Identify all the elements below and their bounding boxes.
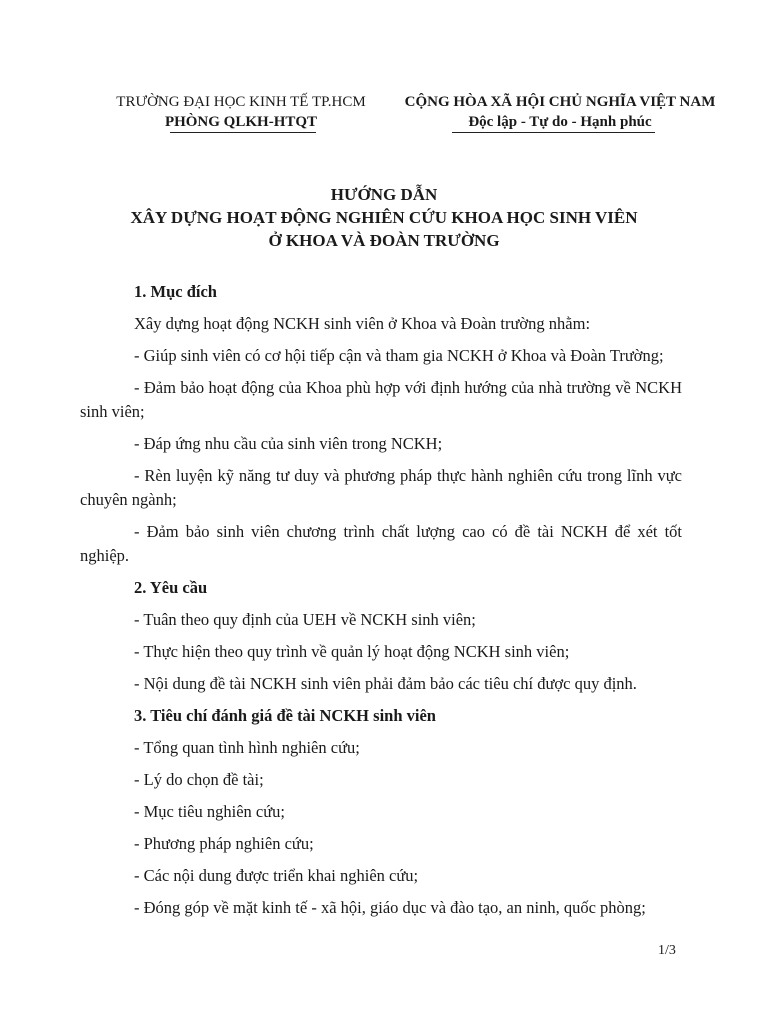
national-motto: Độc lập - Tự do - Hạnh phúc (468, 114, 652, 130)
document-body (80, 280, 682, 928)
university-name: TRƯỜNG ĐẠI HỌC KINH TẾ TP.HCM (116, 94, 366, 110)
section-2-item: - Nội dung đề tài NCKH sinh viên phải đảm bảo các tiêu chí được quy định. (134, 674, 637, 693)
section-1-item: - Đảm bảo hoạt động của Khoa phù hợp với định hướng của nhà trường về NCKH sinh viên; (80, 378, 682, 421)
country-name: CỘNG HÒA XÃ HỘI CHỦ NGHĨA VIỆT NAM (404, 94, 716, 110)
section-1-item: - Rèn luyện kỹ năng tư duy và phương pháp thực hành nghiên cứu trong lĩnh vực chuyên ngành; (80, 466, 682, 509)
section-2-heading: 2. Yêu cầu (134, 578, 208, 597)
page-number: 1/3 (658, 943, 676, 958)
motto-underline (452, 132, 655, 133)
document-header (0, 92, 768, 142)
section-3-item: - Tổng quan tình hình nghiên cứu; (134, 738, 360, 757)
section-2-item: - Thực hiện theo quy trình về quản lý hoạt động NCKH sinh viên; (134, 642, 570, 661)
section-2-item: - Tuân theo quy định của UEH về NCKH sinh viên; (134, 610, 476, 629)
section-1-intro: Xây dựng hoạt động NCKH sinh viên ở Khoa và Đoàn trường nhằm: (134, 314, 591, 333)
section-3-item: - Lý do chọn đề tài; (134, 770, 264, 789)
section-1-item: - Giúp sinh viên có cơ hội tiếp cận và tham gia NCKH ở Khoa và Đoàn Trường; (134, 346, 664, 365)
document-title (0, 183, 768, 252)
title-line-1: HƯỚNG DẪN (330, 185, 438, 204)
department-name: PHÒNG QLKH-HTQT (164, 114, 318, 130)
title-line-2: XÂY DỰNG HOẠT ĐỘNG NGHIÊN CỨU KHOA HỌC SINH VIÊN (130, 208, 638, 227)
national-motto-block (398, 92, 722, 132)
section-3-item: - Phương pháp nghiên cứu; (134, 834, 314, 853)
section-3-item: - Mục tiêu nghiên cứu; (134, 802, 285, 821)
institution-block (110, 92, 372, 132)
title-line-3: Ở KHOA VÀ ĐOÀN TRƯỜNG (268, 231, 500, 250)
section-1-item: - Đảm bảo sinh viên chương trình chất lượng cao có đề tài NCKH để xét tốt nghiệp. (80, 522, 682, 565)
institution-underline (170, 132, 316, 133)
section-3-item: - Đóng góp về mặt kinh tế - xã hội, giáo dục và đào tạo, an ninh, quốc phòng; (134, 898, 646, 917)
section-1-heading: 1. Mục đích (134, 282, 217, 301)
section-3-item: - Các nội dung được triển khai nghiên cứu; (134, 866, 419, 885)
section-3-heading: 3. Tiêu chí đánh giá đề tài NCKH sinh viên (134, 706, 436, 725)
section-1-item: - Đáp ứng nhu cầu của sinh viên trong NCKH; (134, 434, 443, 453)
